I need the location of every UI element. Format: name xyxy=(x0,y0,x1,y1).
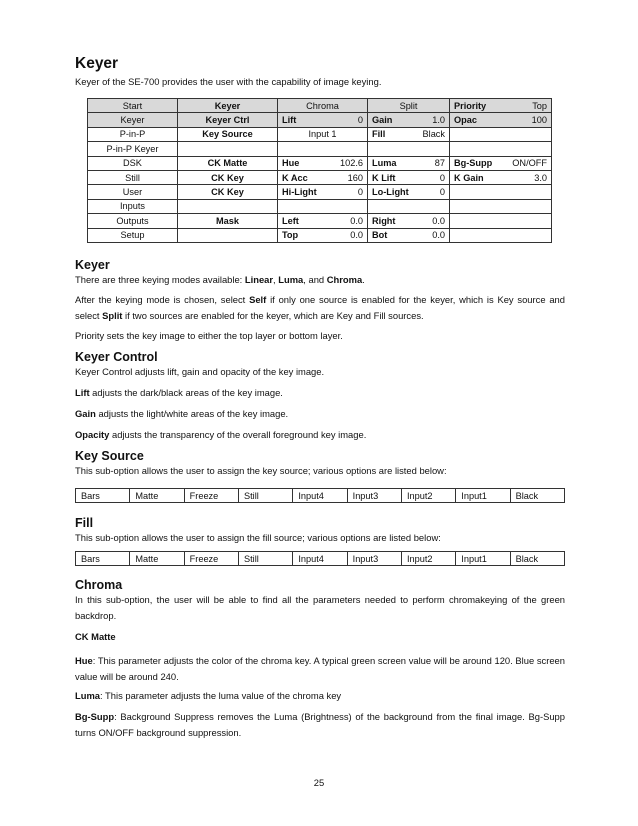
option-cell: Input2 xyxy=(401,552,455,566)
menu-cell xyxy=(450,228,552,242)
menu-cell-label: Hue xyxy=(282,158,300,169)
keyer-modes-text: There are three keying modes available: Linear, Luma, and Chroma. xyxy=(75,274,365,285)
option-cell: Input4 xyxy=(293,489,347,503)
menu-cell-text: User xyxy=(122,187,143,198)
menu-row xyxy=(88,185,552,199)
menu-cell-label: Split xyxy=(399,100,418,111)
menu-cell-value: 3.0 xyxy=(534,172,547,183)
page-number: 25 xyxy=(313,777,325,788)
menu-cell-label: Bot xyxy=(372,230,388,241)
page-title: Keyer xyxy=(75,55,119,72)
menu-cell-label: Lift xyxy=(282,115,297,126)
menu-cell xyxy=(368,113,450,127)
menu-cell-label: Bg-Supp xyxy=(454,158,493,169)
menu-cell xyxy=(88,99,178,113)
option-cell: Input3 xyxy=(347,552,401,566)
menu-cell xyxy=(178,185,278,199)
menu-cell xyxy=(450,99,552,113)
menu-cell-value: 0 xyxy=(439,187,445,198)
menu-cell xyxy=(88,185,178,199)
key-source-heading: Key Source xyxy=(75,449,144,463)
menu-cell xyxy=(368,142,450,156)
keyer-control-text: Keyer Control adjusts lift, gain and opacity of the key image. xyxy=(75,366,325,377)
menu-cell-text: P-in-P Keyer xyxy=(106,143,159,154)
menu-cell-label: K Gain xyxy=(454,172,484,183)
menu-cell-label: K Lift xyxy=(372,172,396,183)
menu-cell xyxy=(88,214,178,228)
menu-cell-label: Input 1 xyxy=(308,129,337,140)
menu-cell xyxy=(368,185,450,199)
menu-cell xyxy=(450,170,552,184)
menu-cell xyxy=(368,170,450,184)
chroma-heading: Chroma xyxy=(75,578,123,592)
menu-cell-value: 0 xyxy=(357,115,363,126)
bg-supp-text: Bg-Supp: Background Suppress removes the Luma (Brightness) of the background from the final image. Bg-Supp turns ON/OFF background suppression. xyxy=(75,711,565,738)
menu-cell xyxy=(178,156,278,170)
option-cell: Freeze xyxy=(184,552,238,566)
menu-cell xyxy=(450,127,552,141)
menu-cell-value: Black xyxy=(422,129,445,140)
menu-cell-text: Keyer Ctrl xyxy=(205,115,250,126)
menu-cell-value: 160 xyxy=(347,172,363,183)
option-cell: Black xyxy=(510,489,564,503)
option-cell: Black xyxy=(510,552,564,566)
menu-cell xyxy=(278,199,368,213)
menu-cell-label: Priority xyxy=(454,100,487,111)
option-cell: Still xyxy=(238,489,292,503)
option-cell: Input4 xyxy=(293,552,347,566)
menu-cell-value: 0 xyxy=(439,172,445,183)
menu-cell xyxy=(178,127,278,141)
menu-cell xyxy=(178,142,278,156)
menu-cell-text: Keyer xyxy=(214,100,241,111)
menu-row xyxy=(88,228,552,242)
keyer-control-heading: Keyer Control xyxy=(75,350,158,364)
menu-cell-text: Keyer xyxy=(120,115,145,126)
luma-text: Luma: This parameter adjusts the luma value of the chroma key xyxy=(75,690,342,701)
menu-table xyxy=(87,98,552,243)
menu-cell-value: 0.0 xyxy=(350,215,363,226)
menu-cell xyxy=(450,199,552,213)
menu-cell-value: 0 xyxy=(357,187,363,198)
option-cell: Bars xyxy=(76,489,130,503)
menu-row xyxy=(88,127,552,141)
option-cell: Input1 xyxy=(456,489,510,503)
menu-cell-text: CK Key xyxy=(211,172,244,183)
menu-cell-label: K Acc xyxy=(282,172,308,183)
keyer-heading: Keyer xyxy=(75,258,110,272)
option-cell: Matte xyxy=(130,552,184,566)
menu-cell xyxy=(88,142,178,156)
menu-cell xyxy=(368,99,450,113)
menu-cell xyxy=(278,185,368,199)
menu-cell-text: DSK xyxy=(123,158,142,169)
menu-cell-value: 87 xyxy=(434,158,445,169)
fill-text: This sub-option allows the user to assign the fill source; various options are listed below: xyxy=(75,532,441,543)
hue-text: Hue: This parameter adjusts the color of the chroma key. A typical green screen value will be around 120. Blue screen value will be around 240. xyxy=(75,655,565,682)
keyer-self-split-text: After the keying mode is chosen, select Self if only one source is enabled for the keyer, which is Key source and select Split if two sources are enabled for the keyer, which are Key and Fill sources. xyxy=(75,294,565,321)
menu-cell xyxy=(88,127,178,141)
menu-row xyxy=(88,142,552,156)
menu-cell-text: Still xyxy=(125,172,140,183)
menu-cell-text: P-in-P xyxy=(119,129,146,140)
menu-cell xyxy=(88,228,178,242)
chroma-text: In this sub-option, the user will be able to find all the parameters needed to perform chromakeying of the green backdrop. xyxy=(75,594,565,621)
menu-cell xyxy=(178,99,278,113)
option-cell: Bars xyxy=(76,552,130,566)
menu-cell-label: Luma xyxy=(372,158,397,169)
menu-cell xyxy=(450,185,552,199)
menu-cell-label: Top xyxy=(282,230,299,241)
option-cell: Input1 xyxy=(456,552,510,566)
menu-cell xyxy=(368,199,450,213)
menu-cell xyxy=(278,99,368,113)
option-cell: Input3 xyxy=(347,489,401,503)
menu-row xyxy=(88,113,552,127)
menu-cell xyxy=(450,113,552,127)
menu-cell-value: 1.0 xyxy=(432,115,445,126)
menu-cell xyxy=(178,113,278,127)
menu-cell xyxy=(178,228,278,242)
menu-cell-value: 0.0 xyxy=(432,230,445,241)
menu-cell xyxy=(278,156,368,170)
menu-cell xyxy=(368,156,450,170)
menu-cell xyxy=(88,156,178,170)
menu-cell xyxy=(178,199,278,213)
opacity-text: Opacity adjusts the transparency of the overall foreground key image. xyxy=(75,429,367,440)
option-cell: Input2 xyxy=(401,489,455,503)
menu-cell xyxy=(178,170,278,184)
key-source-text: This sub-option allows the user to assign the key source; various options are listed below: xyxy=(75,465,447,476)
menu-cell-text: CK Matte xyxy=(207,158,248,169)
menu-cell-label: Left xyxy=(282,215,299,226)
menu-row xyxy=(88,199,552,213)
menu-cell xyxy=(450,142,552,156)
menu-cell-label: Gain xyxy=(372,115,393,126)
menu-cell-text: CK Key xyxy=(211,187,244,198)
intro-text: Keyer of the SE-700 provides the user with the capability of image keying. xyxy=(75,76,382,87)
menu-cell-label: Hi-Light xyxy=(282,187,317,198)
ck-matte-label: CK Matte xyxy=(75,631,116,642)
menu-cell xyxy=(88,199,178,213)
option-cell: Matte xyxy=(130,489,184,503)
menu-cell-value: Top xyxy=(532,100,547,111)
menu-cell xyxy=(368,228,450,242)
menu-cell-value: 100 xyxy=(531,115,547,126)
option-cell: Freeze xyxy=(184,489,238,503)
menu-cell-text: Start xyxy=(122,100,143,111)
menu-cell xyxy=(450,156,552,170)
menu-cell-label: Right xyxy=(372,215,396,226)
menu-cell xyxy=(368,127,450,141)
menu-cell xyxy=(368,214,450,228)
fill-options-table xyxy=(75,551,565,566)
menu-cell xyxy=(278,142,368,156)
menu-cell-label: Lo-Light xyxy=(372,187,409,198)
menu-cell-label: Chroma xyxy=(306,100,339,111)
menu-cell-value: 0.0 xyxy=(350,230,363,241)
lift-text: Lift adjusts the dark/black areas of the key image. xyxy=(75,387,283,398)
menu-cell xyxy=(278,127,368,141)
menu-cell-text: Setup xyxy=(120,230,145,241)
menu-cell-label: Opac xyxy=(454,115,477,126)
option-cell: Still xyxy=(238,552,292,566)
menu-cell-value: 102.6 xyxy=(340,158,363,169)
key-source-options-table xyxy=(75,488,565,503)
menu-cell xyxy=(88,113,178,127)
menu-row xyxy=(88,156,552,170)
menu-cell-text: Outputs xyxy=(116,215,149,226)
menu-cell-text: Inputs xyxy=(119,201,146,212)
menu-cell xyxy=(88,170,178,184)
gain-text: Gain adjusts the light/white areas of the key image. xyxy=(75,408,289,419)
menu-row xyxy=(88,170,552,184)
menu-cell xyxy=(278,170,368,184)
menu-cell-text: Mask xyxy=(216,215,239,226)
menu-cell-value: 0.0 xyxy=(432,215,445,226)
menu-cell xyxy=(278,113,368,127)
menu-cell-label: Fill xyxy=(372,129,386,140)
menu-cell xyxy=(278,214,368,228)
menu-cell xyxy=(450,214,552,228)
menu-row xyxy=(88,99,552,113)
menu-cell xyxy=(178,214,278,228)
menu-cell xyxy=(278,228,368,242)
keyer-priority-text: Priority sets the key image to either the top layer or bottom layer. xyxy=(75,330,343,341)
menu-cell-text: Key Source xyxy=(202,129,253,140)
fill-heading: Fill xyxy=(75,516,94,530)
menu-cell-value: ON/OFF xyxy=(512,158,547,169)
menu-row xyxy=(88,214,552,228)
